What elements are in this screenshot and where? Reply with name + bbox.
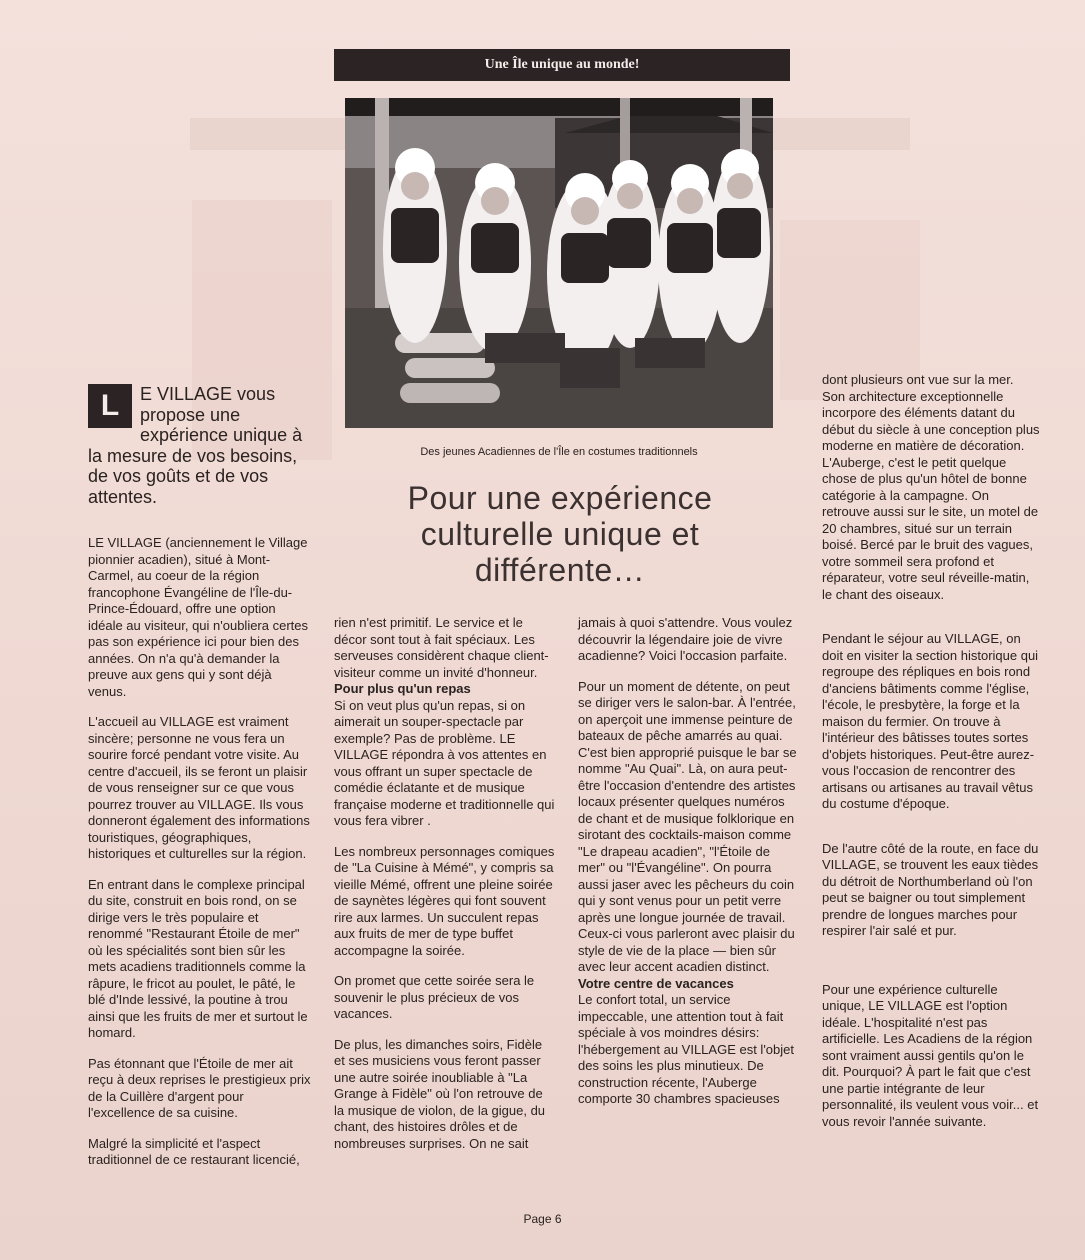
paragraph: rien n'est primitif. Le service et le décor sont tout à fait spéciaux. Les serveuses considèrent chaque client-visiteur comme un invité d'honneur.	[334, 615, 549, 680]
article-lead	[88, 384, 312, 507]
paragraph: Pas étonnant que l'Étoile de mer ait reçu à deux reprises le prestigieux prix de la Cuillère d'argent pour l'excellence de sa cuisine.	[88, 1055, 311, 1120]
paragraph: Le confort total, un service impeccable, une attention tout à fait spéciale à vos moindres désirs: l'hébergement au VILLAGE est l'objet des soins les plus minutieux. De construction récente, l'Auberge comporte 30 chambres spacieuses	[578, 992, 794, 1106]
paragraph: Les nombreux personnages comiques de "La Cuisine à Mémé", y compris sa vieille Mémé, offrent une pleine soirée de saynètes légères qui font souvent rire aux larmes. Un succulent repas aux fruits de mer de type buffet accompagne la soirée.	[334, 843, 555, 958]
paragraph: dont plusieurs ont vue sur la mer. Son architecture exceptionnelle incorpore des éléments datant du début du siècle à une conception plus moderne en matière de décoration. L'Auberge, c'est le petit quelque chose de plus qu'un hôtel de bonne catégorie à la campagne. On retrouve aussi sur le site, un motel de 20 chambres, situé sur un terrain boisé. Bercé par le bruit des vagues, votre sommeil sera profond et réparateur, votre seul réveille-matin, le chant des oiseaux.	[822, 372, 1040, 602]
page-number: Page 6	[523, 1212, 562, 1226]
paragraph: De l'autre côté de la route, en face du VILLAGE, se trouvent les eaux tièdes du détroit de Northumberland où l'on peut se baigner ou tout simplement prendre de longues marches pour respirer l'air salé et pur.	[822, 840, 1039, 938]
paragraph: En entrant dans le complexe principal du site, construit en bois rond, on se dirige vers le très populaire et renommé "Restaurant Étoile de mer" où les spécialités sont bien sûr les mets acadiens traditionnels comme la râpure, le fricot au poulet, le pâté, le blé d'Inde lessivé, la poutine à trou ainsi que les fruits de mer et surtout le homard.	[88, 876, 308, 1040]
paragraph: Pour un moment de détente, on peut se diriger vers le salon-bar. À l'entrée, on aperçoit une immense peinture de bateaux de pêche amarrés au quai. C'est bien approprié puisque le bar se nomme "Au Quai". Là, on aura peut-être l'occasion d'entendre des artistes locaux présenter quelques numéros de chant et de musique folklorique en sirotant des cocktails-maison comme "Le drapeau acadien", "l'Étoile de mer" ou "l'Évangéline". On pourra aussi jaser avec les pêcheurs du coin qui y sont venus pour un petit verre après une longue journée de travail. Ceux-ci vous parleront avec plaisir du style de vie de la place — bien sûr avec leur accent acadien distinct.	[578, 678, 797, 974]
drop-cap: L	[88, 384, 132, 428]
paragraph: LE VILLAGE (anciennement le Village pionnier acadien), situé à Mont-Carmel, au coeur de la région francophone Évangéline de l'Île-du-Prince-Édouard, offre une option idéale au visiteur, qui n'oubliera certes pas son expérience ici pour bien des années. On n'a qu'à demander la preuve aux gens qui y sont déjà venus.	[88, 535, 309, 699]
paragraph: De plus, les dimanches soirs, Fidèle et ses musiciens vous feront passer une autre soirée inoubliable à "La Grange à Fidèle" où l'on retrouve de la musique de violon, de la gigue, du chant, des histoires drôles et de nombreuses surprises. On ne sait	[334, 1036, 546, 1151]
paragraph: Malgré la simplicité et l'aspect traditionnel de ce restaurant licencié,	[88, 1135, 300, 1167]
paragraph: Si on veut plus qu'un repas, si on aimerait un souper-spectacle par exemple? Pas de problème. LE VILLAGE répondra à vos attentes en vous offrant un super spectacle de comédie éclatante et de musique française moderne et traditionnelle qui vous fera vibrer .	[334, 697, 555, 828]
article-headline	[350, 480, 770, 588]
paragraph: Pendant le séjour au VILLAGE, on doit en visiter la section historique qui regroupe des répliques en bois rond d'anciens bâtiments comme l'église, l'école, le presbytère, la forge et la maison du fermier. On trouve à l'intérieur des bâtisses toutes sortes d'objets historiques. Peut-être aurez-vous l'occasion de rencontrer des artisans ou artisanes au travail vêtus du costume d'époque.	[822, 631, 1039, 811]
column-1	[88, 535, 312, 1169]
subheading: Pour plus qu'un repas	[334, 681, 471, 696]
lead-text: E VILLAGE vous propose une expérience unique à la mesure de vos besoins, de vos goûts et de vos attentes.	[88, 384, 303, 507]
paragraph: jamais à quoi s'attendre. Vous voulez découvrir la légendaire joie de vivre acadienne? Voici l'occasion parfaite.	[578, 615, 793, 663]
group-photo	[345, 98, 773, 428]
section-header: Une Île unique au monde!	[334, 49, 790, 81]
column-4	[822, 372, 1040, 1130]
paragraph: L'accueil au VILLAGE est vraiment sincère; personne ne vous fera un sourire forcé pendant votre visite. Au centre d'accueil, ils se feront un plaisir de vous renseigner sur ce que vous pourrez trouver au VILLAGE. Ils vous donneront également des informations touristiques, géographiques, historiques et culturelles sur la région.	[88, 714, 310, 861]
photo-caption: Des jeunes Acadiennes de l'Île en costumes traditionnels	[420, 446, 698, 458]
headline-line-2: culturelle unique et	[420, 516, 700, 552]
subheading: Votre centre de vacances	[578, 975, 734, 991]
headline-line-1: Pour une expérience	[407, 480, 713, 516]
column-3	[578, 615, 800, 1108]
headline-line-3: différente…	[474, 552, 646, 588]
paragraph: Pour une expérience culturelle unique, LE VILLAGE est l'option idéale. L'hospitalité n'est pas artificielle. Les Acadiens de la région sont vraiment aussi gentils qu'on le dit. Pourquoi? À part le fait que c'est une partie intégrante de leur personnalité, ils veulent vous voir... et vous revoir l'année suivante.	[822, 981, 1039, 1129]
column-2	[334, 615, 556, 1152]
paragraph: On promet que cette soirée sera le souvenir le plus précieux de vos vacances.	[334, 973, 535, 1021]
